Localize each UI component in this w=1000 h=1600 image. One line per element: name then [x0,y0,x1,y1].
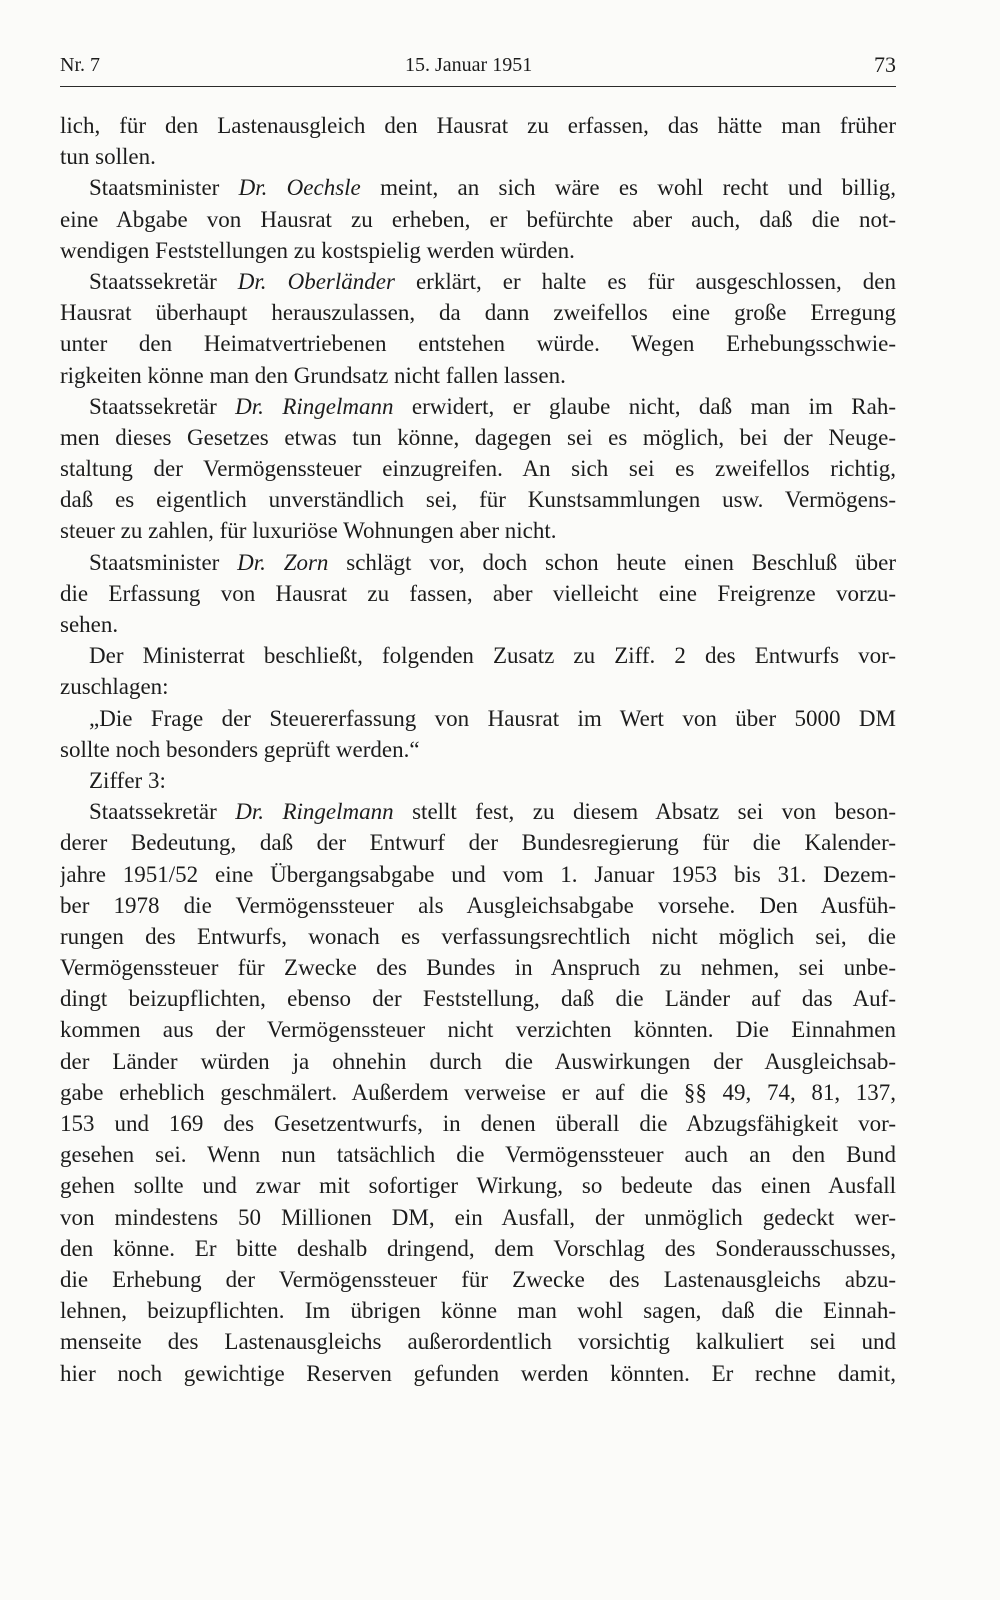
text-line [60,484,896,515]
text-run: jahre 1951/52 eine Übergangsabgabe und vom 1. Januar 1953 bis 31. Dezem- [60,861,896,887]
text-run: ber 1978 die Vermögenssteuer als Ausgleichsabgabe vorsehe. Den Ausfüh- [60,892,896,918]
text-run: Vermögenssteuer für Zwecke des Bundes in Anspruch zu nehmen, sei unbe- [60,955,896,981]
text-run: Staatssekretär [89,393,236,419]
text-run: stellt fest, zu diesem Absatz sei von beson- [393,799,896,825]
text-line [60,1077,896,1108]
text-run: rungen des Entwurfs, wonach es verfassungsrechtlich nicht möglich sei, die [60,923,896,949]
text-line [60,1264,896,1295]
speaker-name: Dr. Oechsle [238,175,361,201]
text-run: eine Abgabe von Hausrat zu erheben, er befürchte aber auch, daß die not- [60,206,896,232]
text-run: zuschlagen: [60,674,169,700]
text-line [60,827,896,858]
text-run: Staatsminister [89,549,238,575]
text-line [60,609,896,640]
text-line [60,734,896,765]
body-text [60,110,896,1389]
header-date: 15. Januar 1951 [405,54,533,76]
text-run: gesehen sei. Wenn nun tatsächlich die Vermögenssteuer auch an den Bund [60,1142,896,1168]
text-line [60,952,896,983]
text-line [60,796,896,827]
text-run: derer Bedeutung, daß der Entwurf der Bundesregierung für die Kalender- [60,830,896,856]
text-run: „Die Frage der Steuererfassung von Hausrat im Wert von über 5000 DM [89,705,896,731]
page-number: 73 [874,52,896,77]
text-line [60,297,896,328]
text-line [60,547,896,578]
text-line [60,141,896,172]
text-run: gabe erheblich geschmälert. Außerdem verweise er auf die §§ 49, 74, 81, 137, [60,1079,896,1105]
text-line [60,765,896,796]
text-run: Hausrat überhaupt herauszulassen, da dann zweifellos eine große Erregung [60,300,896,326]
text-run: meint, an sich wäre es wohl recht und billig, [360,175,896,201]
text-line [60,890,896,921]
issue-number: Nr. 7 [60,54,100,76]
text-run: daß es eigentlich unverständlich sei, für Kunstsammlungen usw. Vermögens- [60,487,896,513]
text-run: kommen aus der Vermögenssteuer nicht verzichten könnten. Die Einnahmen [60,1017,896,1043]
text-line [60,360,896,391]
text-line [60,640,896,671]
text-run: Staatsminister [89,175,239,201]
text-run: rigkeiten könne man den Grundsatz nicht fallen lassen. [60,362,566,388]
text-line [60,578,896,609]
text-run: staltung der Vermögenssteuer einzugreifen. An sich sei es zweifellos richtig, [60,456,896,482]
speaker-name: Dr. Ringelmann [235,393,394,419]
text-run: die Erhebung der Vermögenssteuer für Zwecke des Lastenausgleichs abzu- [60,1266,896,1292]
text-line [60,859,896,890]
text-line [60,453,896,484]
text-run: gehen sollte und zwar mit sofortiger Wirkung, so bedeute das einen Ausfall [60,1173,896,1199]
text-line [60,671,896,702]
text-run: steuer zu zahlen, für luxuriöse Wohnungen aber nicht. [60,518,557,544]
text-run: erklärt, er halte es für ausgeschlossen, den [394,268,896,294]
text-run: 153 und 169 des Gesetzentwurfs, in denen überall die Abzugsfähigkeit vor- [60,1111,896,1136]
text-line [60,422,896,453]
text-run: die Erfassung von Hausrat zu fassen, aber vielleicht eine Freigrenze vorzu- [60,580,896,606]
text-line [60,266,896,297]
text-run: dingt beizupflichten, ebenso der Feststellung, daß die Länder auf das Auf- [60,986,896,1012]
text-line [60,110,896,141]
text-run: schlägt vor, doch schon heute einen Beschluß über [328,549,896,575]
text-run: erwidert, er glaube nicht, daß man im Rah- [393,393,896,419]
speaker-name: Dr. Oberländer [237,268,395,294]
text-line [60,1326,896,1357]
text-run: wendigen Feststellungen zu kostspielig werden würden. [60,237,575,263]
text-run: Staatssekretär [89,799,236,825]
text-line [60,921,896,952]
header-rule [60,86,896,87]
text-line [60,1014,896,1045]
text-line [60,1170,896,1201]
text-run: sehen. [60,612,119,637]
text-run: von mindestens 50 Millionen DM, ein Ausfall, der unmöglich gedeckt wer- [60,1204,896,1230]
text-line [60,172,896,203]
text-run: menseite des Lastenausgleichs außerordentlich vorsichtig kalkuliert sei und [60,1329,896,1355]
text-line [60,1139,896,1170]
text-run: hier noch gewichtige Reserven gefunden werden könnten. Er rechne damit, [60,1360,896,1386]
text-line [60,983,896,1014]
text-run: der Länder würden ja ohnehin durch die Auswirkungen der Ausgleichsab- [60,1048,896,1074]
text-line [60,391,896,422]
text-run: Ziffer 3: [89,767,166,793]
text-run: Staatssekretär [89,268,238,294]
text-line [60,1358,896,1389]
text-line [60,515,896,546]
text-line [60,1295,896,1326]
speaker-name: Dr. Ringelmann [235,799,394,825]
text-run: Der Ministerrat beschließt, folgenden Zusatz zu Ziff. 2 des Entwurfs vor- [89,643,896,669]
text-run: lehnen, beizupflichten. Im übrigen könne man wohl sagen, daß die Einnah- [60,1298,896,1324]
text-line [60,1046,896,1077]
text-run: den könne. Er bitte deshalb dringend, dem Vorschlag des Sonderausschusses, [60,1235,896,1261]
text-run: tun sollen. [60,144,156,170]
text-line [60,1108,896,1139]
text-run: unter den Heimatvertriebenen entstehen würde. Wegen Erhebungsschwie- [60,331,896,357]
text-line [60,235,896,266]
text-run: sollte noch besonders geprüft werden.“ [60,736,420,762]
running-header [60,50,896,86]
text-line [60,703,896,734]
text-run: men dieses Gesetzes etwas tun könne, dagegen sei es möglich, bei der Neuge- [60,424,896,450]
speaker-name: Dr. Zorn [237,549,329,575]
text-line [60,1202,896,1233]
text-line [60,204,896,235]
text-line [60,1233,896,1264]
text-line [60,328,896,359]
text-run: lich, für den Lastenausgleich den Hausrat zu erfassen, das hätte man früher [60,113,896,138]
